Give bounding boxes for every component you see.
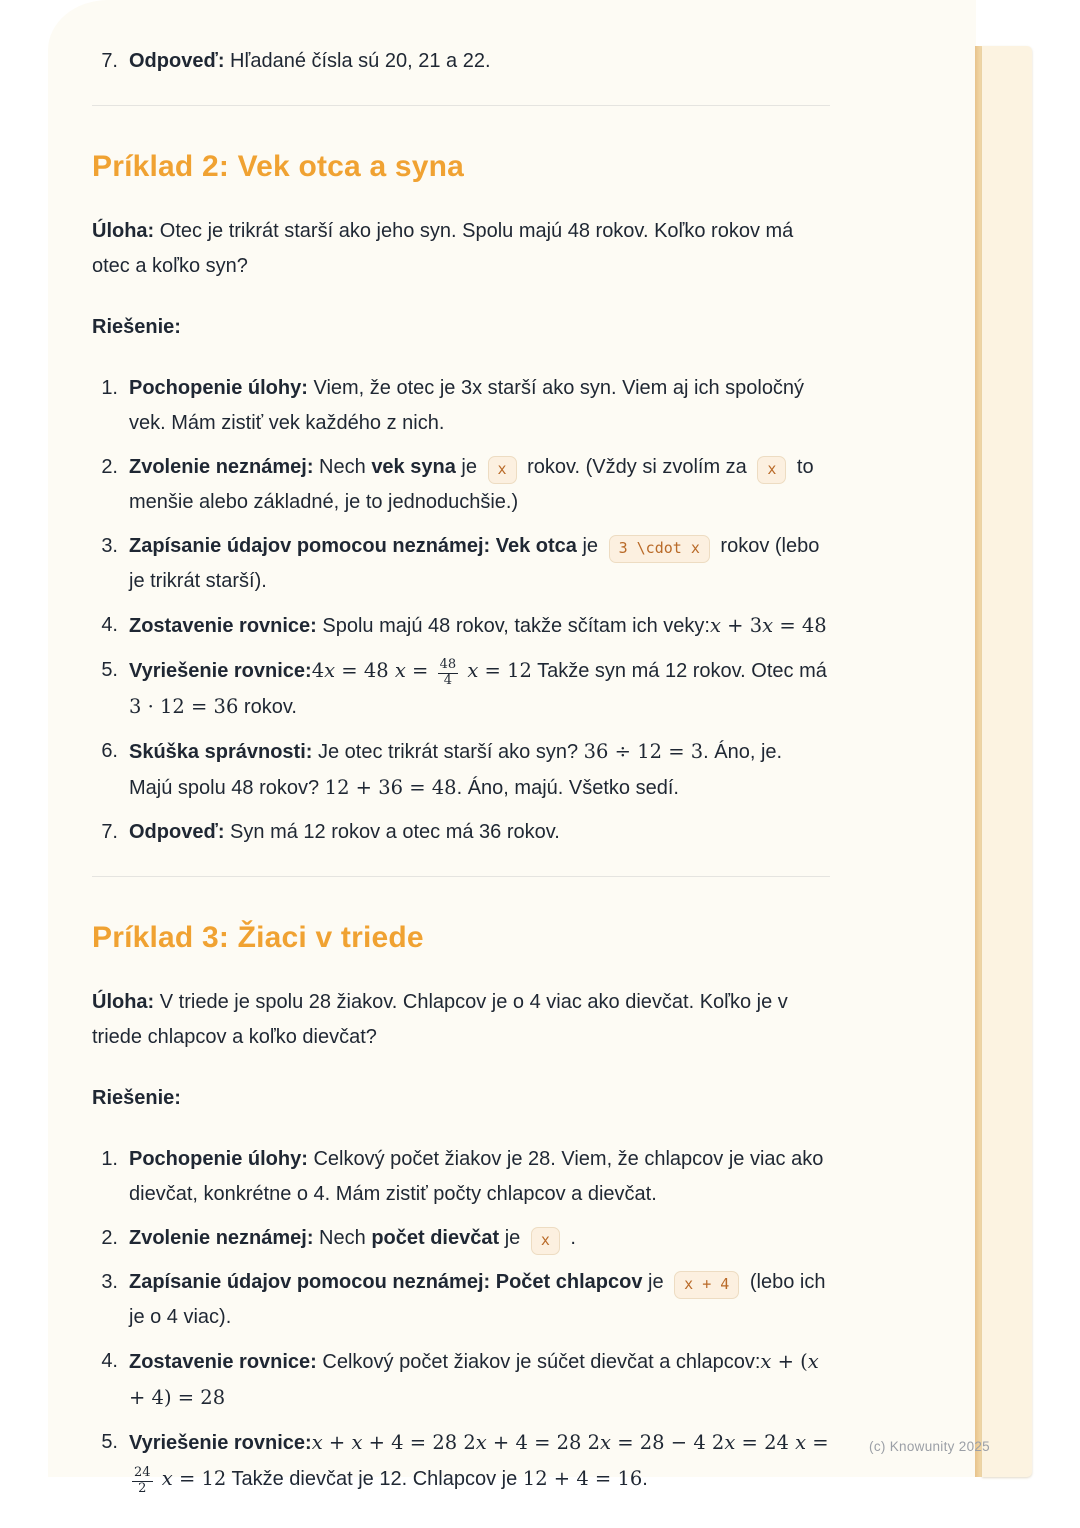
bold-text: Úloha:: [92, 991, 155, 1014]
bold-text: Pochopenie úlohy:: [129, 377, 308, 399]
bold-text: Pochopenie úlohy:: [129, 1148, 308, 1171]
bold-text: Zapísanie údajov pomocou neznámej: Počet chlapcov: [129, 1271, 643, 1294]
list-item-number: 7.: [101, 50, 118, 72]
list-item: [92, 1425, 830, 1497]
fraction-numerator: 24: [134, 1465, 151, 1481]
inline-code-chip: 3 \cdot x: [609, 535, 710, 563]
inline-code-chip: x: [757, 456, 786, 484]
math-expression: x + (x + 4) = 28: [129, 1350, 819, 1410]
list-item-text: Odpoveď: Hľadané čísla sú 20, 21 a 22.: [129, 50, 491, 72]
bold-text: Zostavenie rovnice:: [129, 615, 317, 637]
section-divider: [92, 105, 830, 106]
math-expression: 12 + 4 = 16: [522, 1467, 643, 1491]
math-expression: x = 12: [161, 1467, 227, 1491]
inline-code-chip: x + 4: [674, 1271, 739, 1299]
copyright-footer: (c) Knowunity 2025: [869, 1439, 990, 1454]
list-item-text: Skúška správnosti: Je otec trikrát starší ako syn? 36 ÷ 12 = 3. Áno, je. Majú spolu 48 rokov? 12 + 36 = 48. Áno, majú. Všetko sedí.: [129, 740, 783, 800]
bold-text: Zapísanie údajov pomocou neznámej: Vek otca: [129, 535, 577, 557]
list-item: [92, 1142, 830, 1212]
list-item-text: Zapísanie údajov pomocou neznámej: Vek otca je 3 \cdot x rokov (lebo je trikrát starší).: [129, 535, 820, 592]
list-item-number: 2.: [101, 1227, 118, 1250]
list-item-text: Pochopenie úlohy: Celkový počet žiakov je 28. Viem, že chlapcov je viac ako dievčat, konkrétne o 4. Mám zistiť počty chlapcov a dievčat.: [129, 1148, 824, 1206]
section-heading: Príklad 3: Žiaci v triede: [92, 921, 424, 955]
list-item: [92, 450, 830, 520]
list-item: [92, 371, 830, 441]
list-item-number: 1.: [101, 377, 118, 399]
list-item-number: 1.: [101, 1148, 118, 1171]
math-expression: 3 · 12 = 36: [129, 695, 239, 719]
bold-text: počet dievčat: [371, 1227, 500, 1250]
list-item: [92, 44, 830, 79]
section-heading: Príklad 2: Vek otca a syna: [92, 150, 465, 183]
list-item: [92, 529, 830, 599]
list-item-text: Pochopenie úlohy: Viem, že otec je 3x starší ako syn. Viem aj ich spoločný vek. Mám zistiť vek každého z nich.: [129, 377, 805, 434]
list-item-text: Zostavenie rovnice: Spolu majú 48 rokov, takže sčítam ich veky:x + 3x = 48: [129, 614, 827, 637]
bold-text: Vyriešenie rovnice:: [129, 660, 312, 682]
math-expression: 36 ÷ 12 = 3: [583, 740, 704, 764]
bold-text: Zvolenie neznámej:: [129, 1227, 314, 1250]
list-item: [92, 653, 830, 725]
list-item-text: Vyriešenie rovnice:4x = 48 x = $\frac{48}{4}$ x = 12 Takže syn má 12 rokov. Otec má 3 · 12 = 36 rokov.: [129, 657, 827, 719]
list-item-number: 7.: [101, 821, 118, 844]
math-fraction: [132, 1466, 153, 1497]
bold-text: Skúška správnosti:: [129, 741, 313, 764]
bold-text: Odpoveď:: [129, 821, 225, 844]
section-divider: [92, 876, 830, 877]
list-item: [92, 1344, 830, 1416]
list-item: [92, 1265, 830, 1335]
list-item-text: Zapísanie údajov pomocou neznámej: Počet chlapcov je x + 4 (lebo ich je o 4 viac).: [129, 1271, 826, 1329]
document-page: [48, 0, 976, 1497]
bold-text: Zvolenie neznámej:: [129, 456, 314, 478]
bold-text: vek syna: [371, 456, 456, 478]
bold-text: Riešenie:: [92, 316, 181, 338]
math-expression: 4x = 48 x =: [311, 659, 435, 682]
list-item-number: 3.: [101, 1271, 118, 1294]
list-item: [92, 734, 830, 806]
math-expression: x + x + 4 = 28 2x + 4 = 28 2x = 28 − 4 2x = 24 x =: [311, 1431, 829, 1455]
list-item-number: 4.: [101, 1350, 118, 1373]
bold-text: Úloha:: [92, 220, 155, 242]
list-item-text: Zostavenie rovnice: Celkový počet žiakov je súčet dievčat a chlapcov:x + (x + 4) = 28: [129, 1350, 819, 1410]
page-edge-bar: [975, 46, 982, 1477]
list-item-number: 4.: [101, 614, 118, 636]
paragraph: [92, 310, 830, 345]
paragraph: [92, 1081, 830, 1116]
list-item-number: 3.: [101, 535, 118, 557]
fraction-denominator: 4: [443, 673, 453, 689]
list-item-number: 5.: [101, 1431, 118, 1454]
math-expression: 12 + 36 = 48: [324, 776, 457, 800]
list-item: [92, 1221, 830, 1256]
list-item-number: 6.: [101, 740, 118, 763]
inline-code-chip: x: [531, 1227, 560, 1255]
bold-text: Odpoveď:: [129, 50, 225, 72]
bold-text: Vyriešenie rovnice:: [129, 1432, 312, 1455]
document-content: [48, 0, 976, 1497]
paragraph: Úloha: Otec je trikrát starší ako jeho syn. Spolu majú 48 rokov. Koľko rokov má otec a koľko syn?: [92, 220, 794, 277]
math-expression: x + 3x = 48: [709, 614, 827, 637]
inline-code-chip: x: [488, 456, 517, 484]
paragraph: Úloha: V triede je spolu 28 žiakov. Chlapcov je o 4 viac ako dievčat. Koľko je v triede chlapcov a koľko dievčat?: [92, 991, 788, 1049]
bold-text: Zostavenie rovnice:: [129, 1351, 317, 1374]
list-item-text: Vyriešenie rovnice:x + x + 4 = 28 2x + 4 = 28 2x = 28 − 4 2x = 24 x = $\frac{24}{2}$ x = 12 Takže dievčat je 12. Chlapcov je 12 + 4 = 16.: [129, 1431, 829, 1497]
fraction-denominator: 2: [138, 1481, 147, 1497]
list-item: [92, 815, 830, 850]
list-item-number: 5.: [101, 659, 118, 681]
list-item-number: 2.: [101, 456, 118, 478]
math-fraction: [438, 658, 459, 689]
list-item: [92, 608, 830, 644]
list-item-text: Odpoveď: Syn má 12 rokov a otec má 36 rokov.: [129, 821, 560, 844]
next-page-edge: [982, 46, 1032, 1477]
steps-list: [92, 1142, 830, 1497]
steps-list: [92, 44, 830, 79]
list-item-text: Zvolenie neznámej: Nech vek syna je x rokov. (Vždy si zvolím za x to menšie alebo základné, je to jednoduchšie.): [129, 456, 814, 513]
bold-text: Riešenie:: [92, 1087, 181, 1110]
steps-list: [92, 371, 830, 850]
math-expression: x = 12: [467, 659, 532, 682]
list-item-text: Zvolenie neznámej: Nech počet dievčat je x .: [129, 1221, 830, 1256]
fraction-numerator: 48: [439, 657, 457, 673]
